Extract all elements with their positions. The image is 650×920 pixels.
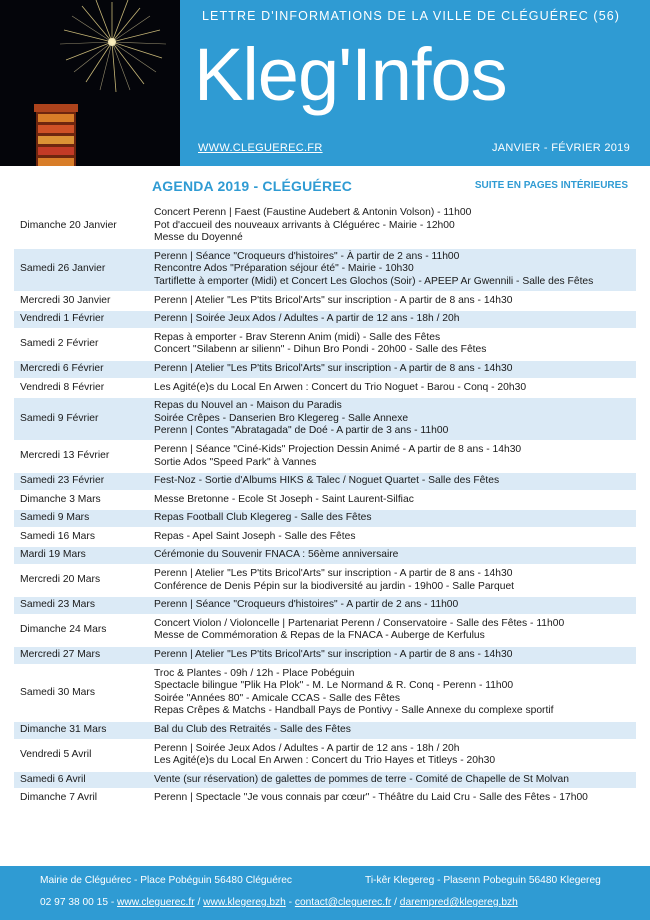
agenda-events <box>146 646 636 665</box>
agenda-event: Sortie Ados "Speed Park" à Vannes <box>154 456 317 468</box>
footer-slash: / <box>194 897 204 908</box>
agenda-events <box>146 292 636 311</box>
footer-contact-line <box>40 897 518 908</box>
agenda-date: Mercredi 30 Janvier <box>14 292 146 311</box>
agenda-events <box>146 789 636 808</box>
agenda-event: Fest-Noz - Sortie d'Albums HIKS & Talec / Noguet Quartet - Salle des Fêtes <box>154 475 500 487</box>
agenda-event: Spectacle bilingue "Plik Ha Plok" - M. Le Normand & R. Conq - Perenn - 11h00 <box>154 680 514 692</box>
agenda-date: Samedi 16 Mars <box>14 528 146 547</box>
agenda-date: Samedi 2 Février <box>14 329 146 360</box>
agenda-date: Samedi 9 Février <box>14 397 146 441</box>
agenda-event: Perenn | Spectacle "Je vous connais par cœur" - Théâtre du Laid Cru - Salle des Fêtes - 17h00 <box>154 792 588 804</box>
agenda-events <box>146 441 636 472</box>
agenda-date: Samedi 23 Mars <box>14 596 146 615</box>
agenda-event: Messe du Doyenné <box>154 232 243 244</box>
agenda-row <box>14 665 636 721</box>
agenda-events <box>146 360 636 379</box>
agenda-event: Perenn | Atelier "Les P'tits Bricol'Arts" sur inscription - A partir de 8 ans - 14h30 <box>154 362 513 374</box>
agenda-table <box>14 205 636 809</box>
issue-date: JANVIER - FÉVRIER 2019 <box>491 142 630 154</box>
agenda-row <box>14 509 636 528</box>
agenda-event: Concert Violon / Violoncelle | Partenariat Perenn / Conservatoire - Salle des Fêtes - 11h00 <box>154 617 565 629</box>
agenda-event: Perenn | Séance "Ciné-Kids" Projection Dessin Animé - A partir de 8 ans - 14h30 <box>154 443 522 455</box>
footer-separator: - <box>107 897 118 908</box>
agenda-events <box>146 248 636 292</box>
agenda-event: Les Agité(e)s du Local En Arwen : Concert du Trio Hayes et Titleys - 20h30 <box>154 755 496 767</box>
agenda-event: Conférence de Denis Pépin sur la biodiversité au jardin - 19h00 - Salle Parquet <box>154 580 515 592</box>
agenda-events <box>146 546 636 565</box>
agenda-event: Perenn | Atelier "Les P'tits Bricol'Arts" sur inscription - A partir de 8 ans - 14h30 <box>154 649 513 661</box>
agenda-row <box>14 329 636 360</box>
agenda-event: Vente (sur réservation) de galettes de pommes de terre - Comité de Chapelle de St Molvan <box>154 773 569 785</box>
agenda-date: Mercredi 6 Février <box>14 360 146 379</box>
header-website-link[interactable]: WWW.CLEGUEREC.FR <box>198 142 323 154</box>
agenda-events <box>146 565 636 596</box>
agenda-date: Dimanche 7 Avril <box>14 789 146 808</box>
agenda-event: Cérémonie du Souvenir FNACA : 56ème anniversaire <box>154 549 399 561</box>
agenda-row <box>14 248 636 292</box>
agenda-event: Repas à emporter - Brav Sterenn Anim (midi) - Salle des Fêtes <box>154 331 441 343</box>
agenda-event: Perenn | Atelier "Les P'tits Bricol'Arts" sur inscription - A partir de 8 ans - 14h30 <box>154 568 513 580</box>
agenda-row <box>14 472 636 491</box>
masthead-title: Kleg'Infos <box>194 33 507 116</box>
agenda-event: Perenn | Séance "Croqueurs d'histoires" - À partir de 2 ans - 11h00 <box>154 250 460 262</box>
agenda-row <box>14 360 636 379</box>
agenda-event: Repas - Apel Saint Joseph - Salle des Fêtes <box>154 530 356 542</box>
agenda-date: Samedi 26 Janvier <box>14 248 146 292</box>
agenda-row <box>14 205 636 248</box>
agenda-date: Vendredi 1 Février <box>14 310 146 329</box>
agenda-date: Samedi 9 Mars <box>14 509 146 528</box>
agenda-row <box>14 771 636 790</box>
agenda-events <box>146 771 636 790</box>
agenda-row <box>14 646 636 665</box>
footer-separator: - <box>285 897 295 908</box>
agenda-row <box>14 789 636 808</box>
agenda-event: Pot d'accueil des nouveaux arrivants à Cléguérec - Mairie - 12h00 <box>154 219 455 231</box>
footer-site-fr-link[interactable]: www.cleguerec.fr <box>117 897 195 908</box>
footer-email-br-link[interactable]: darempred@klegereg.bzh <box>399 897 518 908</box>
agenda-events <box>146 205 636 248</box>
agenda-date: Mercredi 20 Mars <box>14 565 146 596</box>
agenda-date: Dimanche 24 Mars <box>14 615 146 646</box>
footer-address-fr: Mairie de Cléguérec - Place Pobéguin 56480 Cléguérec <box>40 875 293 886</box>
footer <box>0 866 650 920</box>
agenda-row <box>14 546 636 565</box>
agenda-date: Dimanche 3 Mars <box>14 491 146 510</box>
agenda-date: Samedi 23 Février <box>14 472 146 491</box>
header-photo-fireworks <box>0 0 180 166</box>
agenda-event: Concert Perenn | Faest (Faustine Audebert & Antonin Volson) - 11h00 <box>154 207 472 218</box>
agenda-date: Dimanche 20 Janvier <box>14 205 146 248</box>
agenda-row <box>14 491 636 510</box>
footer-slash: / <box>391 897 400 908</box>
agenda-event: Perenn | Contes "Abratagada" de Doé - A partir de 3 ans - 11h00 <box>154 425 449 437</box>
agenda-title: AGENDA 2019 - CLÉGUÉREC <box>152 178 353 194</box>
agenda-events <box>146 379 636 398</box>
agenda-events <box>146 310 636 329</box>
agenda-row <box>14 615 636 646</box>
agenda-event: Concert "Silabenn ar silienn" - Dihun Bro Pondi - 20h00 - Salle des Fêtes <box>154 344 487 356</box>
agenda-date: Mercredi 27 Mars <box>14 646 146 665</box>
agenda-date: Mercredi 13 Février <box>14 441 146 472</box>
agenda-row <box>14 379 636 398</box>
footer-phone: 02 97 38 00 15 <box>40 897 108 908</box>
agenda-row <box>14 292 636 311</box>
agenda-date: Samedi 6 Avril <box>14 771 146 790</box>
agenda-row <box>14 721 636 740</box>
agenda-event: Messe de Commémoration & Repas de la FNACA - Auberge de Kerfulus <box>154 630 485 642</box>
header-band <box>180 0 650 166</box>
agenda-events <box>146 509 636 528</box>
agenda-event: Les Agité(e)s du Local En Arwen : Concert du Trio Noguet - Barou - Conq - 20h30 <box>154 381 527 393</box>
agenda-row <box>14 740 636 771</box>
agenda-event: Repas du Nouvel an - Maison du Paradis <box>154 400 342 412</box>
agenda-date: Mardi 19 Mars <box>14 546 146 565</box>
agenda-events <box>146 596 636 615</box>
agenda-date: Dimanche 31 Mars <box>14 721 146 740</box>
footer-email-fr-link[interactable]: contact@cleguerec.fr <box>294 897 392 908</box>
footer-site-br-link[interactable]: www.klegereg.bzh <box>203 897 286 908</box>
agenda-event: Messe Bretonne - Ecole St Joseph - Saint Laurent-Silfiac <box>154 493 414 505</box>
agenda-event: Tartiflette à emporter (Midi) et Concert Les Glochos (Soir) - APEEP Ar Gwennili - Salle des Fêtes <box>154 275 594 287</box>
agenda-row <box>14 565 636 596</box>
agenda-row <box>14 397 636 441</box>
agenda-row <box>14 441 636 472</box>
agenda-event: Soirée "Années 80" - Amicale CCAS - Salle des Fêtes <box>154 692 400 704</box>
agenda-events <box>146 615 636 646</box>
continued-note: SUITE EN PAGES INTÉRIEURES <box>474 180 628 191</box>
agenda-row <box>14 528 636 547</box>
agenda-events <box>146 491 636 510</box>
newsletter-subtitle: LETTRE D'INFORMATIONS DE LA VILLE DE CLÉGUÉREC (56) <box>202 9 621 23</box>
agenda-event: Perenn | Soirée Jeux Ados / Adultes - A partir de 12 ans - 18h / 20h <box>154 742 460 754</box>
agenda-events <box>146 721 636 740</box>
agenda-events <box>146 665 636 721</box>
agenda-row <box>14 596 636 615</box>
agenda-events <box>146 740 636 771</box>
agenda-date: Vendredi 8 Février <box>14 379 146 398</box>
footer-address-br: Ti-kêr Klegereg - Plasenn Pobeguin 56480 Klegereg <box>365 875 601 886</box>
agenda-event: Troc & Plantes - 09h / 12h - Place Pobéguin <box>154 667 355 679</box>
agenda-event: Perenn | Soirée Jeux Ados / Adultes - A partir de 12 ans - 18h / 20h <box>154 313 460 325</box>
fireworks-illustration <box>0 0 180 166</box>
agenda-event: Bal du Club des Retraités - Salle des Fêtes <box>154 724 351 735</box>
agenda-date: Vendredi 5 Avril <box>14 740 146 771</box>
agenda-event: Perenn | Séance "Croqueurs d'histoires" - A partir de 2 ans - 11h00 <box>154 599 459 611</box>
agenda-events <box>146 329 636 360</box>
agenda-events <box>146 528 636 547</box>
agenda-events <box>146 472 636 491</box>
agenda-event: Perenn | Atelier "Les P'tits Bricol'Arts" sur inscription - A partir de 8 ans - 14h30 <box>154 294 513 306</box>
agenda-event: Rencontre Ados "Préparation séjour été" - Mairie - 10h30 <box>154 263 414 275</box>
agenda-events <box>146 397 636 441</box>
agenda-date: Samedi 30 Mars <box>14 665 146 721</box>
agenda-row <box>14 310 636 329</box>
agenda-event: Repas Football Club Klegereg - Salle des Fêtes <box>154 512 372 524</box>
agenda-event: Repas Crêpes & Matchs - Handball Pays de Pontivy - Salle Annexe du complexe sportif <box>154 705 554 717</box>
agenda-event: Soirée Crêpes - Danserien Bro Klegereg - Salle Annexe <box>154 412 409 424</box>
